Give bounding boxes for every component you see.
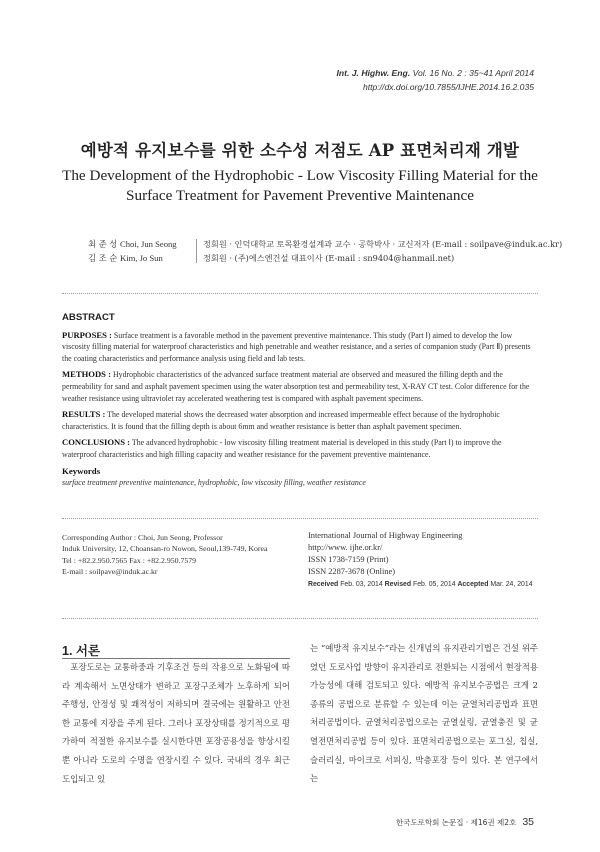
corr-line: Corresponding Author : Choi, Jun Seong, Professor [62, 533, 223, 542]
section-heading: 1. 서론 [62, 644, 101, 658]
conclusions-label: CONCLUSIONS : [62, 437, 131, 448]
author-row [88, 251, 562, 265]
journal-header [336, 66, 534, 94]
journal-info-block [308, 530, 540, 591]
revised-label: Revised [384, 581, 412, 588]
keywords-heading: Keywords [62, 465, 101, 476]
author-name-en: Choi, Jun Seong [120, 239, 177, 249]
dotted-divider [62, 518, 538, 519]
accepted-date: Mar. 24, 2014 [490, 581, 533, 588]
journal-name: Int. J. Highw. Eng. [336, 68, 411, 78]
corr-line: Tel : +82.2.950.7565 Fax : +82.2.950.7579 [62, 555, 197, 565]
journal-volume: Vol. 16 No. 2 : 35~41 April 2014 [412, 68, 534, 78]
conclusions-text: The advanced hydrophobic - low viscosity filling treatment material is developed in this study (Part Ⅰ) to improve the waterproof characteristics and high filling capacity and weather resistance for the pavement preventive maintenance. [62, 438, 502, 459]
body-column-right [310, 639, 538, 788]
purposes-text: Surface treatment is a favorable method in the pavement preventive maintenance. This study (Part Ⅰ) aimed to develop the low viscosity filling material for waterproof characteristics and high penetrable and weather resistance, and a series of companion study (Part Ⅱ) presents the coating characteristics and performance analysis using field and lab tests. [62, 330, 531, 363]
body-paragraph: 는 “예방적 유지보수”라는 신개념의 유지관리기법은 건설 위주였던 도로사업 방향이 유지관리로 전환되는 시점에서 현장적용 가능성에 대해 검토되고 있다. 예방적 유지보수공법은 크게 2종류의 공법으로 분류할 수 있는데 이는 균열처리공법과 표면처리공법이다. 균열처리공법으로는 균열실링, 균열충진 및 균열전면처리공법 등이 있다. 표면처리공법으로는 포그실, 칩실, 슬러리실, 마이크로 서피싱, 박층포장 등이 있다. 본 연구에서는 [310, 643, 538, 784]
journal-info-name: International Journal of Highway Engineering [308, 531, 463, 540]
author-name-ko: 김 조 순 [88, 253, 118, 263]
journal-info-url: http://www. ijhe.or.kr/ [308, 543, 383, 552]
abstract-purposes [62, 330, 538, 365]
footer-journal: 한국도로학회 논문집 · 제16권 제2호 [395, 817, 517, 827]
author-name-ko: 최 준 성 [88, 239, 118, 249]
accepted-label: Accepted [457, 581, 489, 588]
author-divider [196, 239, 197, 263]
page-footer [396, 816, 534, 828]
abstract-conclusions [62, 437, 538, 460]
received-label: Received [308, 581, 339, 588]
page-number: 35 [522, 816, 534, 828]
results-label: RESULTS : [62, 409, 106, 420]
corr-line: Induk University, 12, Choansan-ro Nowon, Seoul,139-749, Korea [62, 544, 268, 554]
author-list [88, 237, 562, 265]
author-name-en: Kim, Jo Sun [120, 253, 163, 263]
abstract-results [62, 409, 538, 432]
journal-info-issn-print: ISSN 1738-7159 (Print) [308, 555, 389, 564]
journal-info-issn-online: ISSN 2287-3678 (Online) [308, 567, 396, 576]
methods-text: Hydrophobic characteristics of the advanced surface treatment material are observed and measured the filling depth and the permeability for sand and asphalt pavement specimen using the water absorption test and permeability test, X-RAY CT test. Color difference for the weather resistance using ultraviolet ray accelerated weathering test is compared with asphalt pavement specimens. [62, 370, 530, 403]
received-date: Feb. 03, 2014 [340, 581, 383, 588]
author-affiliation: 정회원 · (주)에스엔건설 대표이사 (E-mail : sn9404@hanmail.net) [203, 253, 455, 263]
author-affiliation: 정회원 · 인덕대학교 토목환경설계과 교수 · 공학박사 · 교신저자 (E-mail : soilpave@induk.ac.kr) [203, 239, 563, 249]
revised-date: Feb. 05, 2014 [413, 581, 456, 588]
purposes-label: PURPOSES : [62, 329, 112, 340]
corr-line: E-mail : soilpave@induk.ac.kr [62, 567, 158, 577]
dotted-divider [62, 293, 538, 294]
abstract-section [62, 312, 538, 489]
publication-dates [308, 579, 540, 591]
results-text: The developed material shows the decreased water absorption and increased impermeable effect because of the hydrophobic characteristics. It is found that the filling depth is about 6mm and weather resistance is better than asphalt pavement specimen. [62, 410, 500, 431]
dotted-divider [62, 618, 538, 619]
title-english: The Development of the Hydrophobic - Low Viscosity Filling Material for the Surface Treatment for Pavement Preventive Maintenance [62, 167, 538, 204]
title-korean: 예방적 유지보수를 위한 소수성 저점도 AP 표면처리재 개발 [80, 141, 520, 160]
methods-label: METHODS : [62, 369, 111, 380]
author-row [88, 237, 562, 251]
body-paragraph: 포장도로는 교통하중과 기후조건 등의 작용으로 노화됨에 따라 계속해서 노면상태가 변하고 포장구조체가 노후하게 되어 주행성, 안정성 및 쾌적성이 저하되며 결국에는 원활하고 안전한 교통에 지장을 주게 된다. 그러나 포장상태를 정기적으로 평가하여 적절한 유지보수를 실시한다면 포장공용성을 향상시킬뿐 아니라 도로의 수명을 연장시킬 수 있다. 국내의 경우 최근 도입되고 있 [62, 662, 290, 784]
body-column-left [62, 658, 290, 788]
keywords-text: surface treatment preventive maintenance, hydrophobic, low viscosity filling, weather resistance [62, 478, 366, 488]
abstract-methods [62, 369, 538, 404]
journal-doi: http://dx.doi.org/10.7855/IJHE.2014.16.2.035 [362, 82, 534, 92]
abstract-heading: ABSTRACT [62, 312, 115, 323]
corresponding-author-block [62, 532, 302, 578]
